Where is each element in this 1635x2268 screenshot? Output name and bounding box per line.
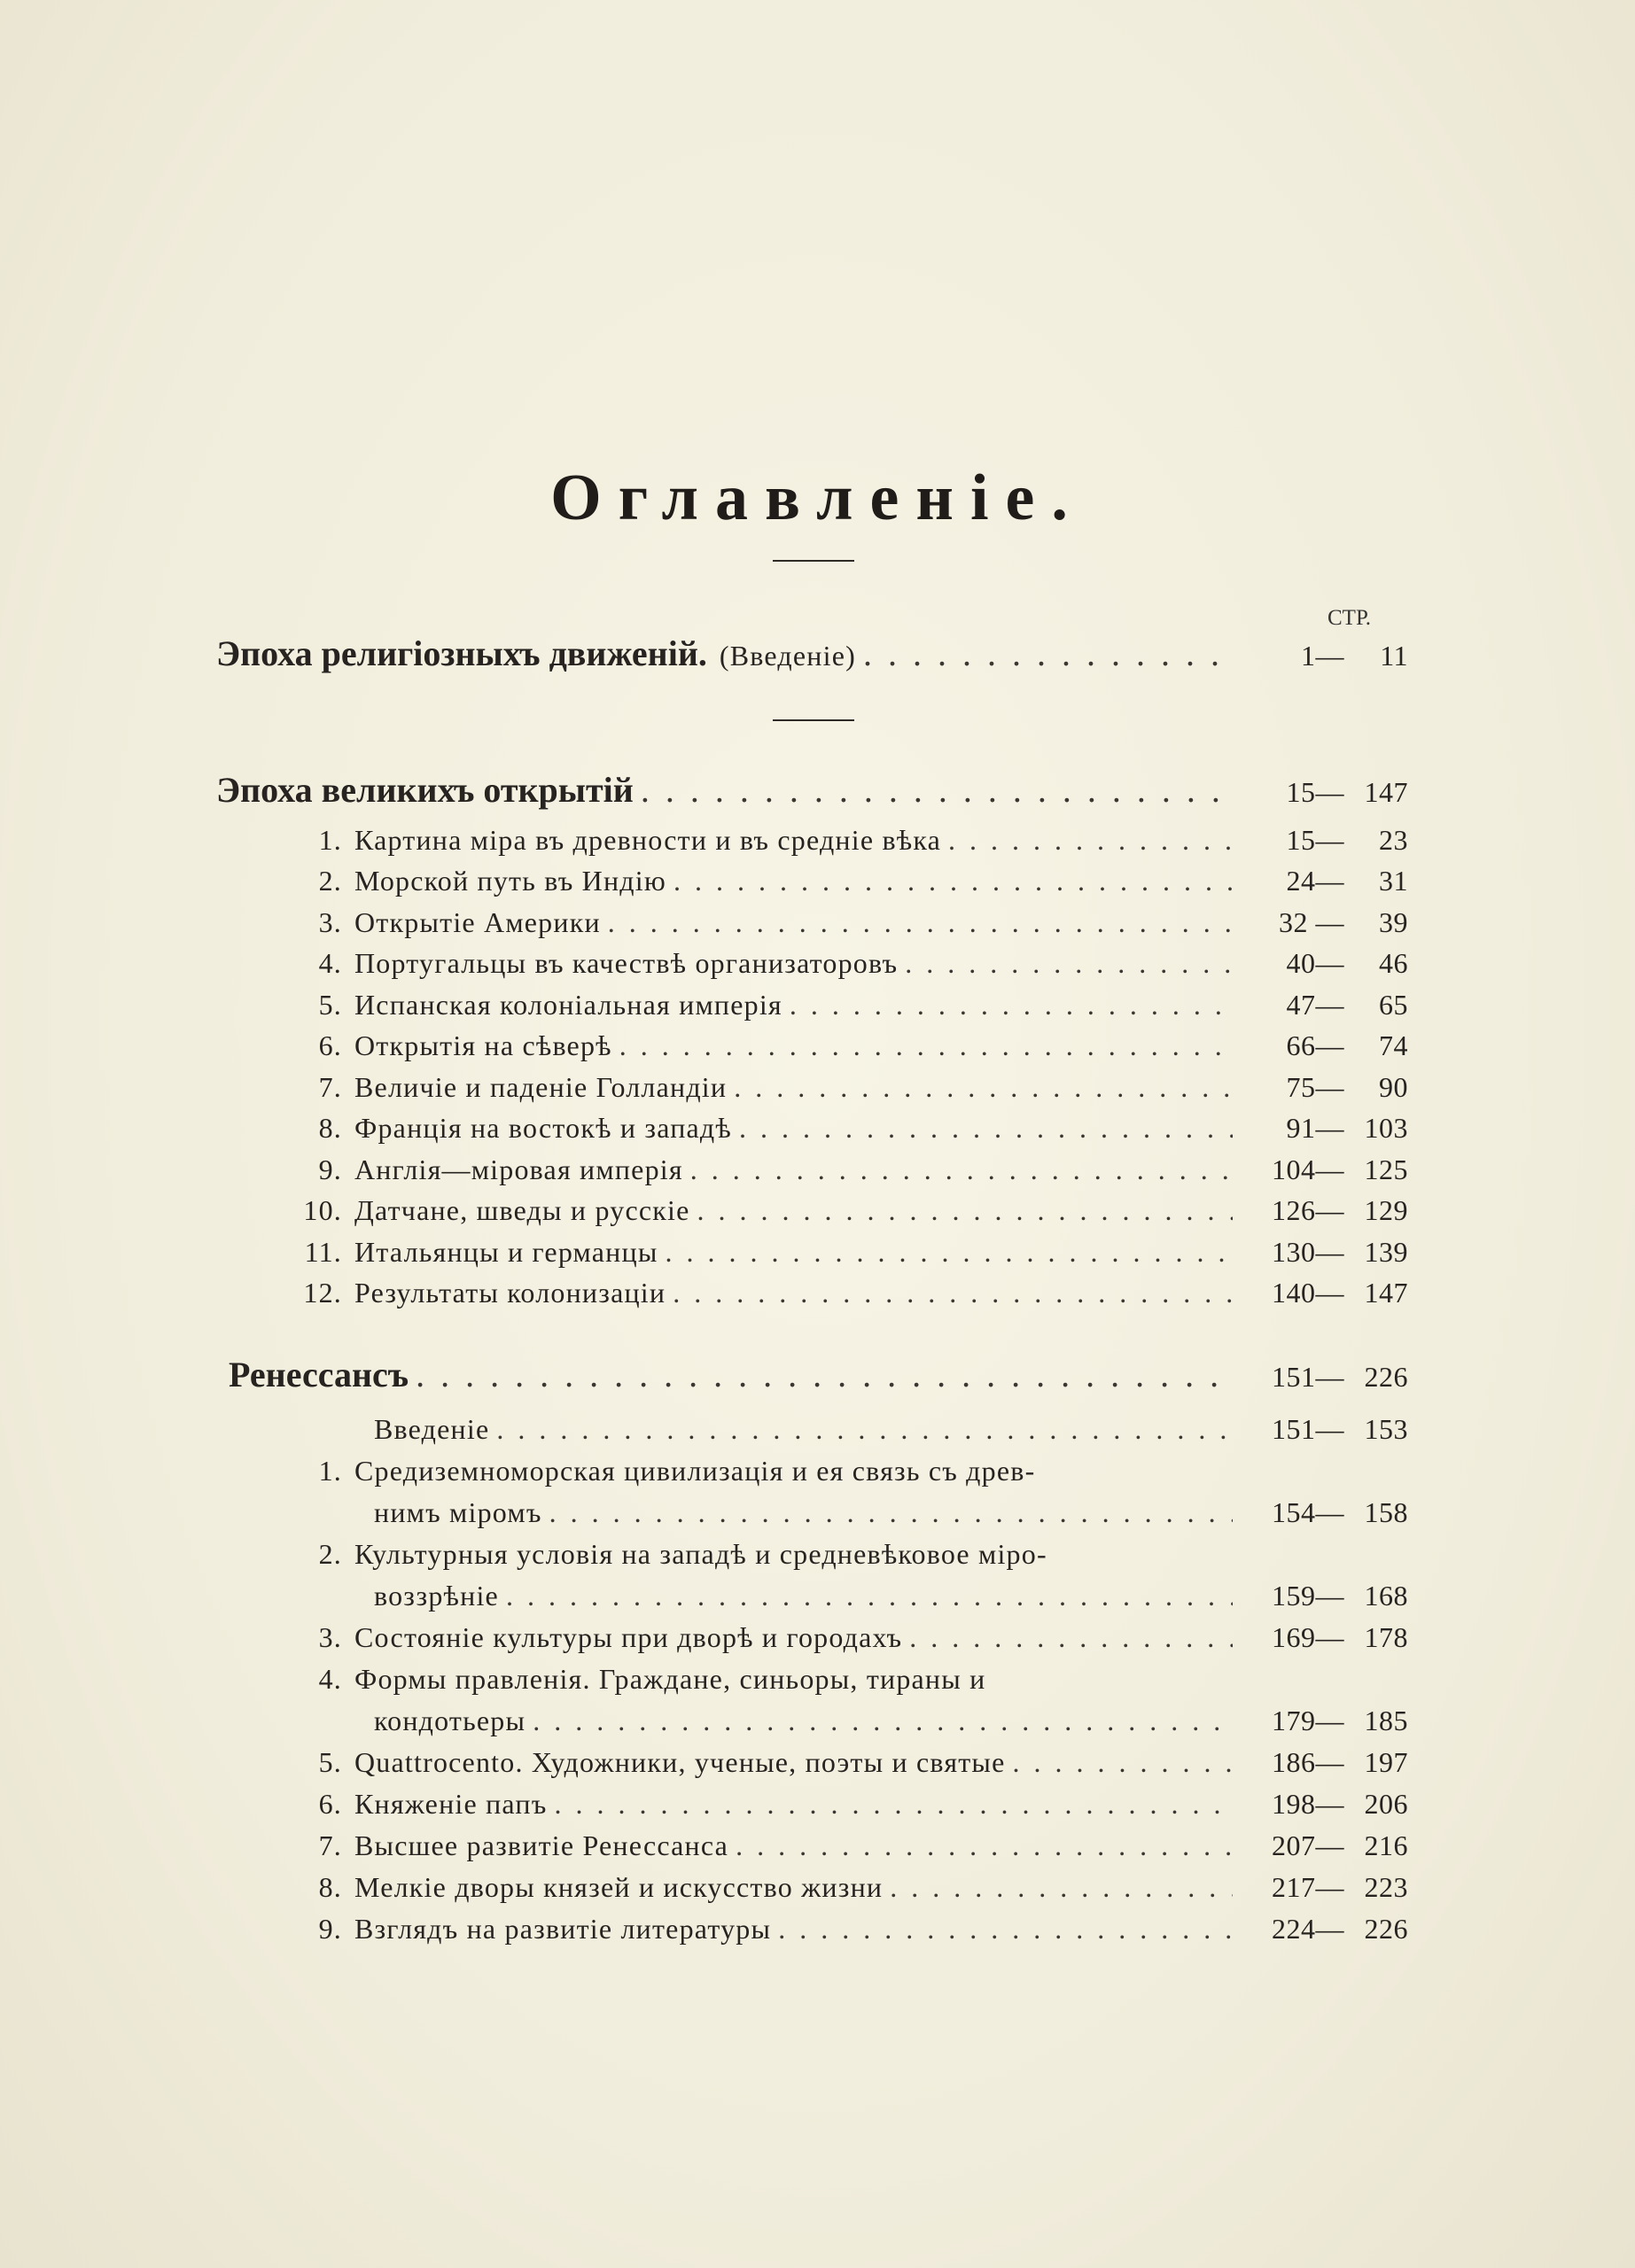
page-to: 125: [1364, 1153, 1408, 1185]
item-number: 10.: [303, 1194, 342, 1226]
page-from: 32 —: [1279, 906, 1344, 938]
toc-section-great-discoveries[interactable]: [216, 769, 1408, 819]
page-column-label: СТР.: [1327, 606, 1371, 630]
item-number: 6.: [318, 1029, 342, 1061]
toc-item[interactable]: [301, 865, 1408, 909]
item-title: Культурныя условія на западѣ и средневѣковое міро-: [354, 1538, 1047, 1570]
item-number: 7.: [318, 1071, 342, 1103]
dot-leader: [778, 1913, 1233, 1946]
toc-item[interactable]: [301, 1153, 1408, 1198]
dot-leader: [673, 865, 1233, 897]
dot-leader: [890, 1871, 1233, 1904]
toc-item-line-2[interactable]: [374, 1705, 1408, 1749]
item-number: 5.: [318, 989, 342, 1021]
item-number: 5.: [318, 1746, 342, 1778]
item-number: 12.: [303, 1277, 342, 1309]
dot-leader: [673, 1277, 1233, 1309]
page-from: 186—: [1272, 1746, 1344, 1778]
item-number: 2.: [318, 1538, 342, 1570]
page-from: 1—: [1301, 640, 1344, 672]
item-title: Введеніе: [374, 1413, 490, 1445]
item-title: Результаты колонизаціи: [354, 1277, 666, 1309]
page-from: 40—: [1286, 947, 1344, 979]
page-from: 24—: [1286, 865, 1344, 897]
item-title: Средиземноморская цивилизація и ея связь съ древ-: [354, 1455, 1036, 1487]
page-from: 154—: [1272, 1496, 1344, 1528]
toc-item-line-2[interactable]: [374, 1580, 1408, 1624]
page-to: 168: [1364, 1580, 1408, 1612]
item-number: 9.: [318, 1913, 342, 1945]
dot-leader: [554, 1788, 1233, 1821]
page-from: 47—: [1286, 989, 1344, 1021]
page-from: 207—: [1272, 1829, 1344, 1861]
page-to: 153: [1364, 1413, 1408, 1445]
dot-leader: [666, 1236, 1233, 1269]
page-to: 223: [1364, 1871, 1408, 1903]
toc-section-religious-movements[interactable]: [216, 633, 1408, 682]
dot-leader: [697, 1194, 1234, 1227]
toc-item[interactable]: [301, 989, 1408, 1033]
page-from: 126—: [1272, 1194, 1344, 1226]
page-from: 15—: [1286, 824, 1344, 856]
page-from: 151—: [1272, 1361, 1344, 1393]
dot-leader: [690, 1153, 1233, 1186]
section-title: Эпоха великихъ открытій: [216, 770, 634, 810]
page-to: 185: [1364, 1705, 1408, 1736]
dot-leader: [734, 1071, 1233, 1104]
dot-leader: [948, 824, 1233, 857]
item-number: 9.: [318, 1153, 342, 1185]
dot-leader: [549, 1496, 1233, 1529]
page-to: 23: [1379, 824, 1408, 856]
page-from: 66—: [1286, 1029, 1344, 1061]
dot-leader: [619, 1029, 1233, 1062]
item-title: Датчане, шведы и русскіе: [354, 1194, 690, 1226]
item-number: 11.: [304, 1236, 342, 1268]
section-title: Эпоха религіозныхъ движеній.: [216, 633, 707, 673]
toc-item[interactable]: [301, 906, 1408, 951]
dot-leader: [905, 947, 1233, 980]
toc-item[interactable]: [301, 1071, 1408, 1115]
item-title: Quattrocento. Художники, ученые, поэты и святые: [354, 1746, 1006, 1778]
item-title: Открытіе Америки: [354, 906, 601, 938]
item-title: Испанская колоніальная имперія: [354, 989, 782, 1021]
item-title: Морской путь въ Индію: [354, 865, 666, 897]
page-to: 31: [1379, 865, 1408, 897]
dot-leader: [641, 769, 1233, 811]
item-number: 2.: [318, 865, 342, 897]
page-to: 139: [1364, 1236, 1408, 1268]
page-to: 158: [1364, 1496, 1408, 1528]
toc-item[interactable]: [301, 1746, 1408, 1790]
toc-item[interactable]: [301, 1621, 1408, 1666]
page-from: 104—: [1272, 1153, 1344, 1185]
page-from: 130—: [1272, 1236, 1344, 1268]
page-to: 226: [1364, 1913, 1408, 1945]
dot-leader: [790, 989, 1233, 1021]
page-from: 224—: [1272, 1913, 1344, 1945]
item-number: 4.: [318, 1663, 342, 1695]
page-from: 179—: [1272, 1705, 1344, 1736]
toc-item[interactable]: [301, 1112, 1408, 1156]
dot-leader: [506, 1580, 1233, 1612]
page-from: 169—: [1272, 1621, 1344, 1653]
dot-leader: [736, 1829, 1233, 1862]
divider-rule: [773, 719, 854, 721]
page-to: 147: [1364, 1277, 1408, 1309]
item-number: 3.: [318, 1621, 342, 1653]
page-to: 90: [1379, 1071, 1408, 1103]
section-subtitle: (Введеніе): [719, 640, 856, 672]
item-title: Португальцы въ качествѣ организаторовъ: [354, 947, 899, 979]
item-title-continuation: кондотьеры: [374, 1705, 526, 1736]
item-title: Княженіе папъ: [354, 1788, 548, 1820]
item-title: Формы правленія. Граждане, синьоры, тираны и: [354, 1663, 986, 1695]
page-from: 15—: [1286, 776, 1344, 808]
toc-item[interactable]: [301, 1871, 1408, 1915]
dot-leader: [909, 1621, 1233, 1654]
page-to: 11: [1380, 640, 1408, 672]
item-title: Состояніе культуры при дворѣ и городахъ: [354, 1621, 903, 1653]
item-number: 6.: [318, 1788, 342, 1820]
item-title-continuation: воззрѣніе: [374, 1580, 499, 1612]
toc-item[interactable]: [301, 824, 1408, 868]
toc-item[interactable]: [301, 1029, 1408, 1074]
item-title: Мелкіе дворы князей и искусство жизни: [354, 1871, 884, 1903]
dot-leader: [533, 1705, 1233, 1737]
section-title: Ренессансъ: [229, 1355, 409, 1394]
item-title: Высшее развитіе Ренессанса: [354, 1829, 729, 1861]
page-to: 39: [1379, 906, 1408, 938]
page-from: 140—: [1272, 1277, 1344, 1309]
item-number: 8.: [318, 1112, 342, 1144]
item-number: 1.: [318, 1455, 342, 1487]
item-number: 8.: [318, 1871, 342, 1903]
item-number: 3.: [318, 906, 342, 938]
toc-item[interactable]: [301, 1788, 1408, 1832]
page-from: 198—: [1272, 1788, 1344, 1820]
item-title: Картина міра въ древности и въ средніе вѣка: [354, 824, 941, 856]
dot-leader: [496, 1413, 1233, 1446]
page-from: 75—: [1286, 1071, 1344, 1103]
toc-item-line-1[interactable]: [301, 1663, 1408, 1707]
toc-item[interactable]: [301, 1277, 1408, 1321]
page-to: 103: [1364, 1112, 1408, 1144]
page-title: Оглавленіе.: [550, 462, 1085, 534]
dot-leader: [739, 1112, 1233, 1145]
item-number: 7.: [318, 1829, 342, 1861]
toc-item[interactable]: [301, 1913, 1408, 1957]
page-to: 216: [1364, 1829, 1408, 1861]
item-title: Франція на востокѣ и западѣ: [354, 1112, 732, 1144]
page-to: 129: [1364, 1194, 1408, 1226]
page-to: 46: [1379, 947, 1408, 979]
toc-item[interactable]: [301, 1829, 1408, 1874]
item-number: 4.: [318, 947, 342, 979]
item-title: Величіе и паденіе Голландіи: [354, 1071, 728, 1103]
dot-leader: [863, 633, 1233, 674]
page-to: 178: [1364, 1621, 1408, 1653]
item-title: Англія—міровая имперія: [354, 1153, 683, 1185]
page-to: 74: [1379, 1029, 1408, 1061]
item-title: Открытія на сѣверѣ: [354, 1029, 612, 1061]
divider-rule: [773, 560, 854, 562]
page-from: 159—: [1272, 1580, 1344, 1612]
page-to: 65: [1379, 989, 1408, 1021]
toc-item-line-1[interactable]: [301, 1455, 1408, 1499]
item-title: Итальянцы и германцы: [354, 1236, 658, 1268]
page-to: 197: [1364, 1746, 1408, 1778]
item-number: 1.: [318, 824, 342, 856]
page-to: 147: [1364, 776, 1408, 808]
page-from: 217—: [1272, 1871, 1344, 1903]
page-from: 151—: [1272, 1413, 1344, 1445]
dot-leader: [416, 1354, 1233, 1395]
item-title-continuation: нимъ міромъ: [374, 1496, 542, 1528]
toc-item-line-2[interactable]: [374, 1496, 1408, 1541]
toc-item[interactable]: [301, 1413, 1408, 1457]
toc-item[interactable]: [301, 1236, 1408, 1280]
toc-item-line-1[interactable]: [301, 1538, 1408, 1582]
page-to: 226: [1364, 1361, 1408, 1393]
dot-leader: [608, 906, 1233, 939]
item-title: Взглядъ на развитіе литературы: [354, 1913, 772, 1945]
toc-item[interactable]: [301, 947, 1408, 991]
toc-section-renaissance[interactable]: [229, 1354, 1408, 1403]
toc-item[interactable]: [301, 1194, 1408, 1239]
dot-leader: [1013, 1746, 1233, 1779]
page-from: 91—: [1286, 1112, 1344, 1144]
page-to: 206: [1364, 1788, 1408, 1820]
